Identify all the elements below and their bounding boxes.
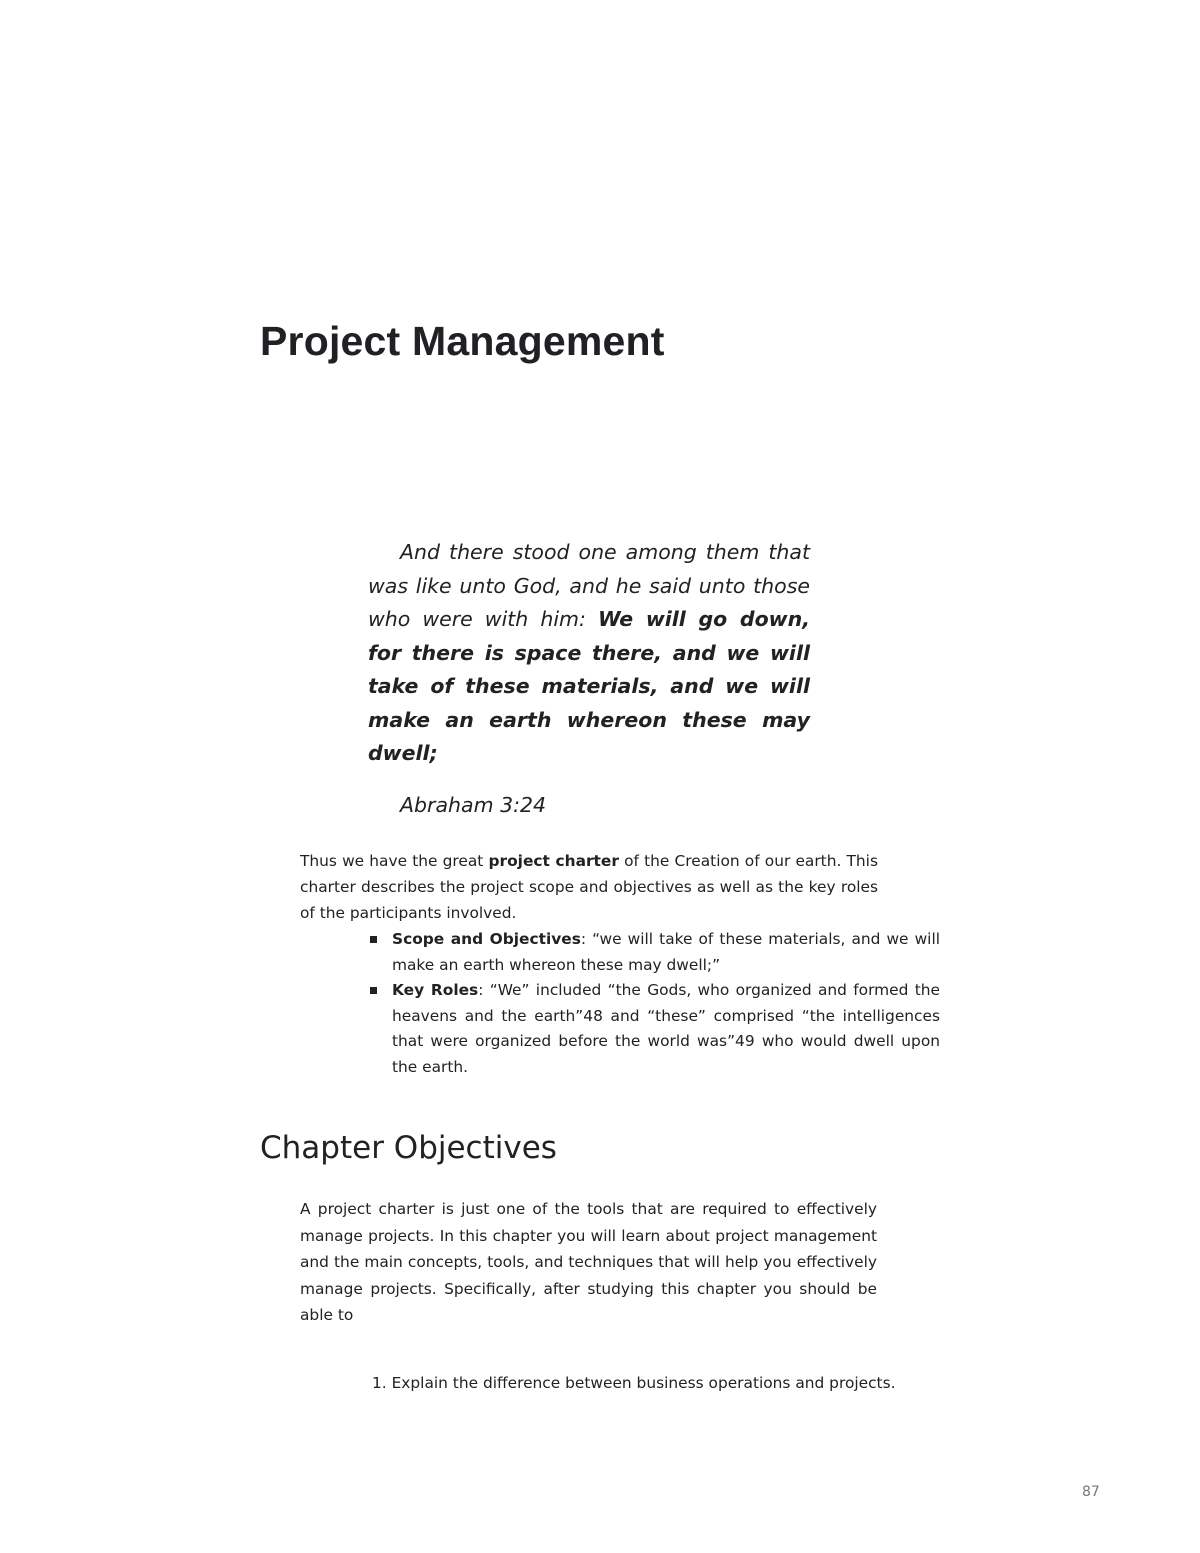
epigraph-emphasis: We will go down, for there is space there, and we will take of these materials, and we will make an earth whereon these may dwell; xyxy=(368,607,810,765)
objectives-paragraph: A project charter is just one of the tools that are required to effectively manage projects. In this chapter you will learn about project management and the main concepts, tools, and techniques that will help you effectively manage projects. Specifically, after studying this chapter you should be able to xyxy=(300,1200,877,1324)
bullet-label: Key Roles xyxy=(392,981,479,999)
bullet-text: : “We” included “the Gods, who organized and formed the heavens and the earth”48 and “these” comprised “the intelligences that were organized before the world was”49 who would dwell upon the earth. xyxy=(392,981,940,1076)
intro-after: of the Creation of our earth. This charter describes the project scope and objectives as well as the key roles of the participants involved. xyxy=(300,852,878,922)
intro-term: project charter xyxy=(488,852,619,870)
epigraph-lead: And there stood one among them that was like unto God, and he said unto those who were with him: xyxy=(368,540,810,631)
square-bullet-icon xyxy=(370,936,377,943)
page-title: Project Management xyxy=(260,318,665,364)
epigraph-quote xyxy=(368,536,810,771)
bullet-label: Scope and Objectives xyxy=(392,930,581,948)
intro-before: Thus we have the great xyxy=(300,852,489,870)
objectives-list xyxy=(372,1370,896,1396)
charter-bullet-list xyxy=(368,927,940,1080)
bullet-item-roles xyxy=(368,978,940,1080)
section-heading: Chapter Objectives xyxy=(260,1130,557,1166)
square-bullet-icon xyxy=(370,987,377,994)
page-number: 87 xyxy=(1082,1484,1100,1500)
bullet-text: : “we will take of these materials, and we will make an earth whereon these may dwell;” xyxy=(392,930,941,974)
bullet-item-scope xyxy=(368,927,940,978)
intro-paragraph xyxy=(300,848,878,926)
epigraph-citation: Abraham 3:24 xyxy=(400,793,547,817)
objective-item: 1. Explain the difference between business operations and projects. xyxy=(372,1374,896,1392)
